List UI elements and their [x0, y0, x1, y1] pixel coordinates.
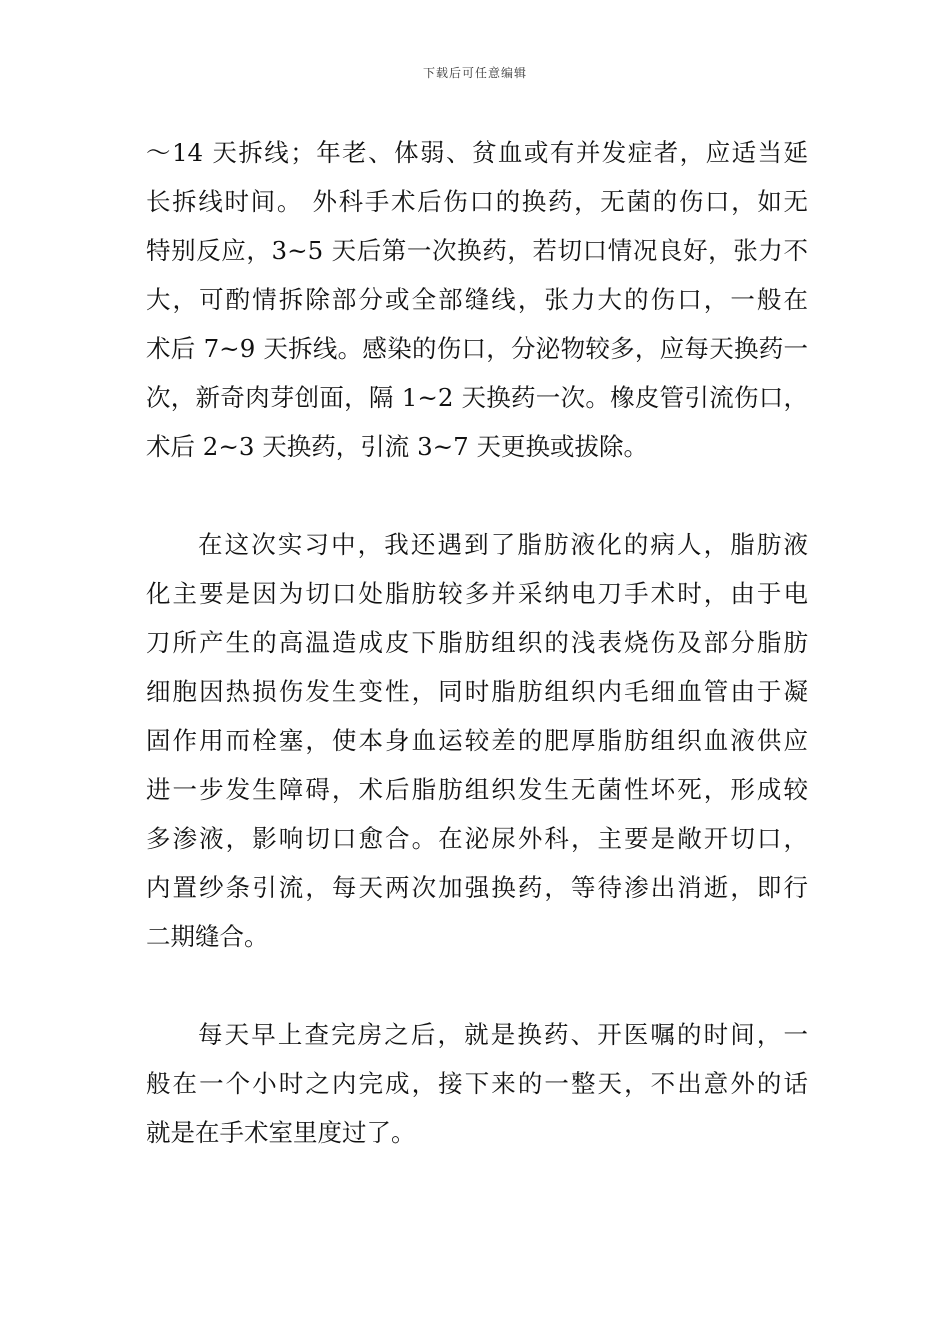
text-line: 就是在手术室里度过了。	[146, 1118, 416, 1147]
text-line: 细胞因热损伤发生变性，同时脂肪组织内毛细血管由于凝	[146, 677, 808, 706]
paragraph-1	[146, 128, 808, 471]
paragraph-2	[146, 520, 808, 961]
text-line: 固作用而栓塞，使本身血运较差的肥厚脂肪组织血液供应	[146, 726, 808, 755]
text-line: 刀所产生的高温造成皮下脂肪组织的浅表烧伤及部分脂肪	[146, 628, 808, 657]
text-line: 每天早上查完房之后，就是换药、开医嘱的时间，一	[198, 1020, 808, 1049]
text-line: 多渗液，影响切口愈合。在泌尿外科，主要是敞开切口，	[146, 824, 808, 853]
text-line: 二期缝合。	[146, 922, 269, 951]
text-line: 在这次实习中，我还遇到了脂肪液化的病人，脂肪液	[198, 530, 808, 559]
text-line: 大，可酌情拆除部分或全部缝线，张力大的伤口，一般在	[146, 285, 808, 314]
text-line: 术后 2~3 天换药，引流 3~7 天更换或拔除。	[146, 432, 649, 461]
document-body	[146, 128, 808, 1157]
text-line: 进一步发生障碍，术后脂肪组织发生无菌性坏死，形成较	[146, 775, 808, 804]
text-line: 化主要是因为切口处脂肪较多并采纳电刀手术时，由于电	[146, 579, 808, 608]
text-line: 长拆线时间。 外科手术后伤口的换药，无菌的伤口，如无	[146, 187, 808, 216]
text-line: 次，新奇肉芽创面，隔 1~2 天换药一次。橡皮管引流伤口，	[146, 383, 808, 412]
text-line: 内置纱条引流，每天两次加强换药，等待渗出消逝，即行	[146, 873, 808, 902]
page-header-note: 下载后可任意编辑	[422, 66, 527, 80]
text-line: ～14 天拆线；年老、体弱、贫血或有并发症者，应适当延	[146, 138, 808, 167]
paragraph-spacer	[146, 471, 808, 520]
paragraph-3	[146, 1010, 808, 1157]
text-line: 术后 7~9 天拆线。感染的伤口，分泌物较多，应每天换药一	[146, 334, 808, 363]
paragraph-spacer	[146, 961, 808, 1010]
text-line: 般在一个小时之内完成，接下来的一整天，不出意外的话	[146, 1069, 808, 1098]
text-line: 特别反应，3~5 天后第一次换药，若切口情况良好，张力不	[146, 236, 808, 265]
